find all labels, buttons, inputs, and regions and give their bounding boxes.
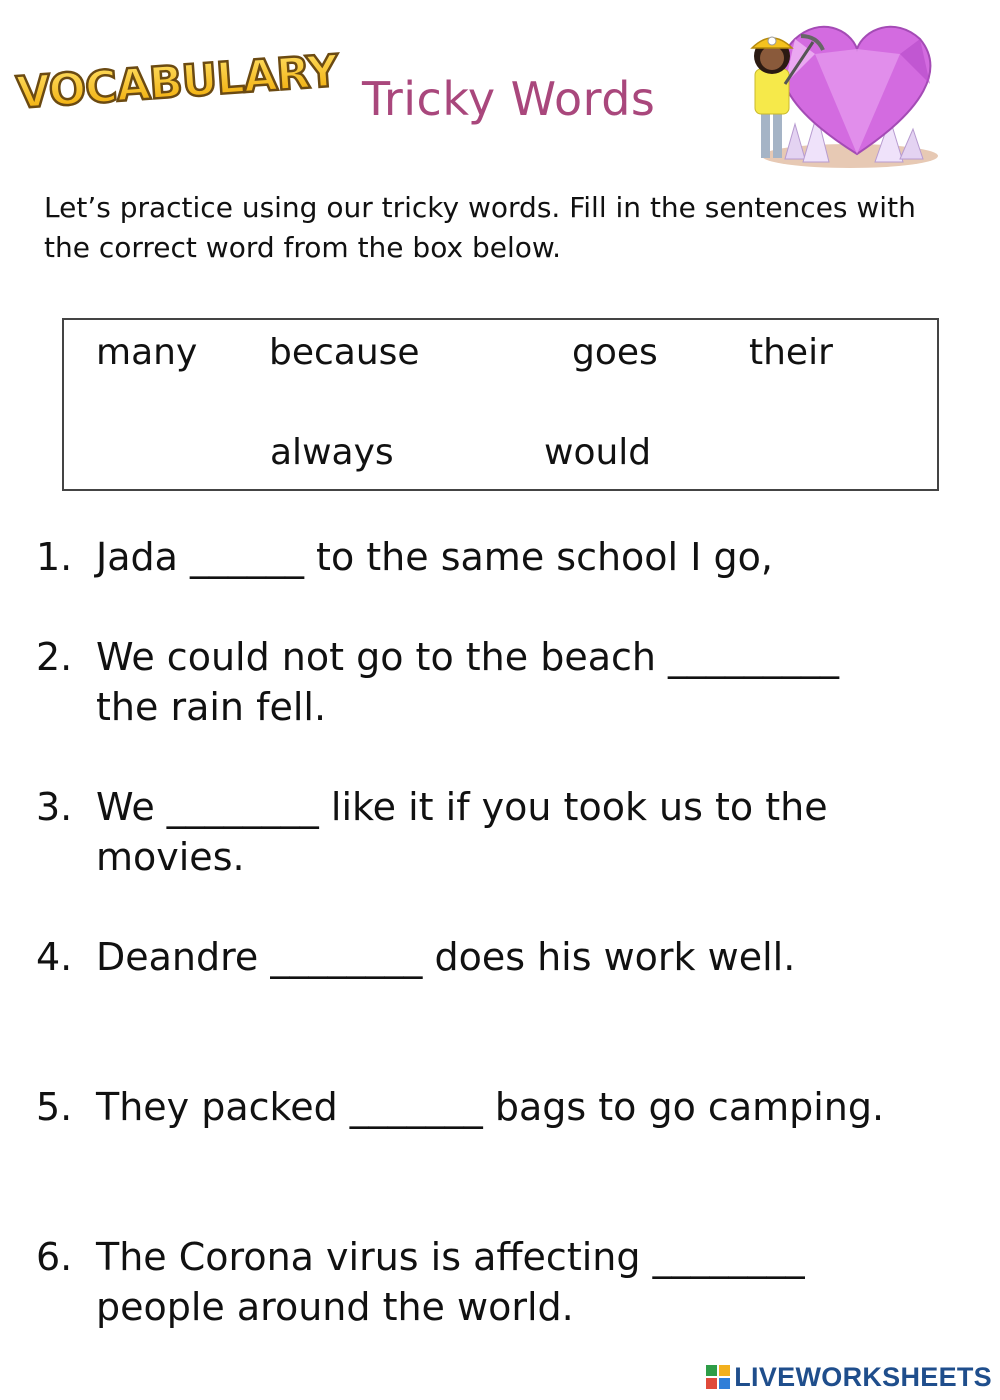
- question-number: 4.: [36, 935, 73, 979]
- miner-heart-illustration: [725, 14, 940, 174]
- question-number: 6.: [36, 1235, 73, 1279]
- question-text: They packed _______ bags to go camping.: [96, 1085, 885, 1129]
- question-text: The Corona virus is affecting ________ people around the world.: [96, 1235, 805, 1329]
- word-bank-item: because: [269, 332, 420, 373]
- question-number: 5.: [36, 1085, 73, 1129]
- word-bank-box: [62, 318, 939, 491]
- vocabulary-logo-text: VOCABULARY: [14, 45, 340, 119]
- page-title: Tricky Words: [362, 72, 656, 126]
- question-text: Deandre ________ does his work well.: [96, 935, 796, 979]
- word-bank-item: would: [544, 432, 652, 473]
- word-bank-item: many: [96, 332, 198, 373]
- question-number: 1.: [36, 535, 73, 579]
- word-bank-item: their: [749, 332, 833, 373]
- word-bank-item: goes: [572, 332, 658, 373]
- liveworksheets-brand[interactable]: [705, 1360, 992, 1394]
- instructions-text: Let’s practice using our tricky words. Fill in the sentences with the correct word from the box below.: [44, 191, 916, 264]
- question-text: Jada ______ to the same school I go,: [96, 535, 773, 579]
- question-text: We could not go to the beach _________ the rain fell.: [96, 635, 840, 729]
- vocabulary-logo: [10, 40, 340, 119]
- question-text: We ________ like it if you took us to the movies.: [96, 785, 828, 879]
- word-bank-item: always: [270, 432, 394, 473]
- liveworksheets-brand-text: LIVEWORKSHEETS: [734, 1361, 992, 1392]
- vocabulary-logo-art: [10, 40, 340, 119]
- question-number: 3.: [36, 785, 73, 829]
- question-number: 2.: [36, 635, 73, 679]
- heart-gem-icon: [782, 27, 931, 154]
- liveworksheets-logo-icon: [705, 1364, 731, 1390]
